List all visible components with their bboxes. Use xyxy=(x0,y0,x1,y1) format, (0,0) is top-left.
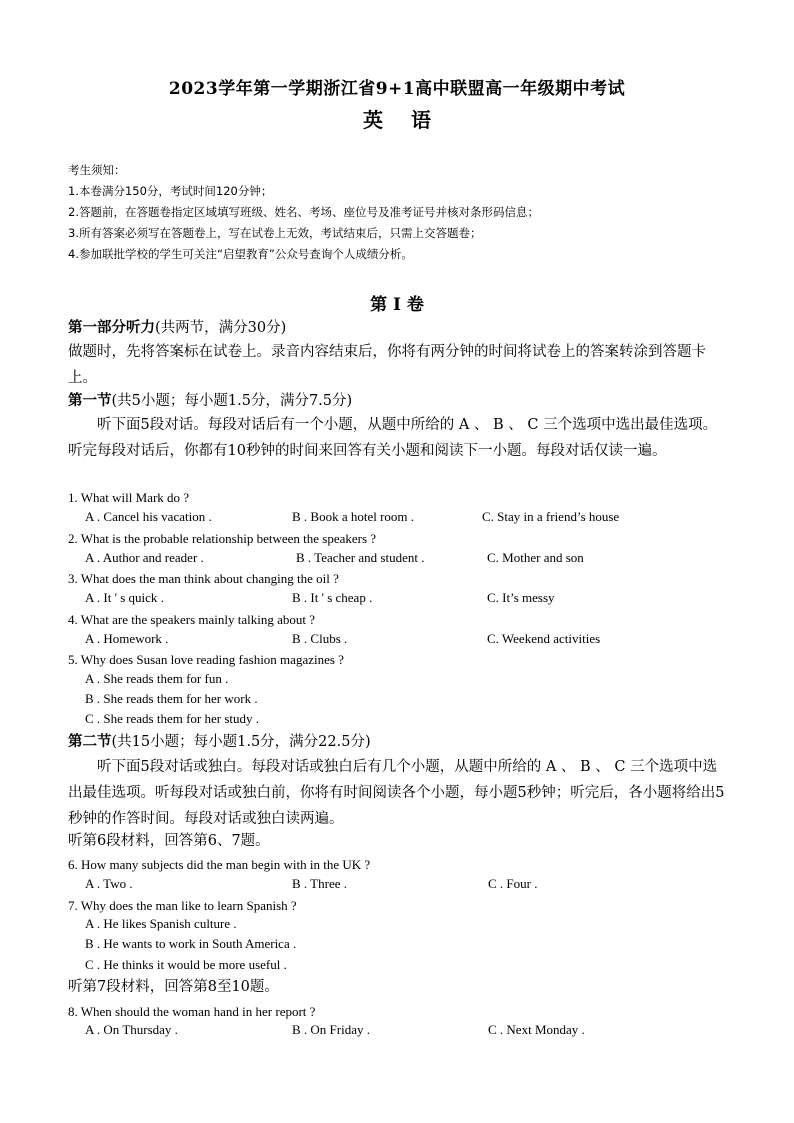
notice-item-4: 4.参加联批学校的学生可关注“启望教育”公众号查询个人成绩分析。 xyxy=(68,247,413,261)
exam-title: 2023学年第一学期浙江省9+1高中联盟高一年级期中考试 xyxy=(168,79,626,99)
question-5-option-a: A . She reads them for fun . xyxy=(85,671,229,686)
question-8-option-b: B . On Friday . xyxy=(292,1022,370,1037)
question-7-option-a: A . He likes Spanish culture . xyxy=(85,916,237,931)
question-6-option-b: B . Three . xyxy=(292,876,347,891)
notice-item-3: 3.所有答案必须写在答题卷上，写在试卷上无效，考试结束后，只需上交答题卷； xyxy=(68,226,482,240)
section1-heading-line xyxy=(68,388,728,414)
question-4-option-a: A . Homework . xyxy=(85,631,169,646)
subject-title: 英语 xyxy=(363,108,459,132)
material-6-heading: 听第6段材料，回答第6、7题。 xyxy=(68,833,270,849)
question-6-option-c: C . Four . xyxy=(488,876,538,891)
question-7-option-c: C . He thinks it would be more useful . xyxy=(85,957,287,972)
part1-heading-note: (共两节，满分30分) xyxy=(155,320,287,336)
question-1-option-a: A . Cancel his vacation . xyxy=(85,509,212,524)
question-4-option-c: C. Weekend activities xyxy=(487,631,601,646)
material-7-heading: 听第7段材料，回答第8至10题。 xyxy=(68,979,279,995)
question-8-stem: 8. When should the woman hand in her report ? xyxy=(68,1004,316,1019)
question-5-option-b: B . She reads them for her work . xyxy=(85,691,258,706)
question-5-option-c: C . She reads them for her study . xyxy=(85,711,260,726)
question-7-stem: 7. Why does the man like to learn Spanish ? xyxy=(68,898,297,913)
section1-heading: 第一节 xyxy=(68,392,112,409)
question-2-option-c: C. Mother and son xyxy=(487,550,584,565)
question-3-option-a: A . It ' s quick . xyxy=(85,590,164,605)
question-5-stem: 5. Why does Susan love reading fashion magazines ? xyxy=(68,652,344,667)
question-8-option-c: C . Next Monday . xyxy=(488,1022,585,1037)
section1-instruction: 听下面5段对话。每段对话后有一个小题，从题中所给的 A 、 B 、 C 三个选项中选出最佳选项。听完每段对话后，你都有10秒钟的时间来回答有关小题和阅读下一小题。每段对话仅读一遍。 xyxy=(68,417,718,459)
volume-title: 第 I 卷 xyxy=(370,295,424,315)
section2-heading: 第二节 xyxy=(68,733,112,750)
section2-heading-line xyxy=(68,729,728,755)
question-1-stem: 1. What will Mark do ? xyxy=(68,490,190,505)
question-1-option-b: B . Book a hotel room . xyxy=(292,509,415,524)
question-2-stem: 2. What is the probable relationship between the speakers ? xyxy=(68,531,377,546)
notice-item-1: 1.本卷满分150分，考试时间120分钟； xyxy=(68,184,273,198)
question-3-option-c: C. It’s messy xyxy=(487,590,555,605)
question-6-option-a: A . Two . xyxy=(85,876,133,891)
part1-instruction: 做题时，先将答案标在试卷上。录音内容结束后，你将有两分钟的时间将试卷上的答案转涂到答题卡上。 xyxy=(68,344,706,386)
part1-heading: 第一部分听力 xyxy=(68,319,155,336)
question-7-option-b: B . He wants to work in South America . xyxy=(85,936,297,951)
question-4-option-b: B . Clubs . xyxy=(292,631,348,646)
question-2-option-b: B . Teacher and student . xyxy=(296,550,425,565)
part1-heading-line xyxy=(68,315,728,341)
notice-heading: 考生须知： xyxy=(68,163,126,177)
question-1-option-c: C. Stay in a friend’s house xyxy=(482,509,620,524)
question-8-option-a: A . On Thursday . xyxy=(85,1022,178,1037)
question-3-option-b: B . It ' s cheap . xyxy=(292,590,373,605)
section2-heading-note: (共15小题；每小题1.5分，满分22.5分) xyxy=(111,734,371,750)
notice-item-2: 2.答题前，在答题卷指定区域填写班级、姓名、考场、座位号及准考证号并核对条形码信息； xyxy=(68,205,539,219)
question-6-stem: 6. How many subjects did the man begin with in the UK ? xyxy=(68,857,371,872)
section1-heading-note: (共5小题；每小题1.5分，满分7.5分) xyxy=(111,393,353,409)
section2-instruction: 听下面5段对话或独白。每段对话或独白后有几个小题，从题中所给的 A 、 B 、 C 三个选项中选出最佳选项。听每段对话或独白前，你将有时间阅读各个小题，每小题5秒钟；听完后，各小题将给出5秒钟的作答时间。每段对话或独白读两遍。 xyxy=(68,759,725,827)
question-3-stem: 3. What does the man think about changing the oil ? xyxy=(68,571,339,586)
question-4-stem: 4. What are the speakers mainly talking about ? xyxy=(68,612,316,627)
question-2-option-a: A . Author and reader . xyxy=(85,550,204,565)
